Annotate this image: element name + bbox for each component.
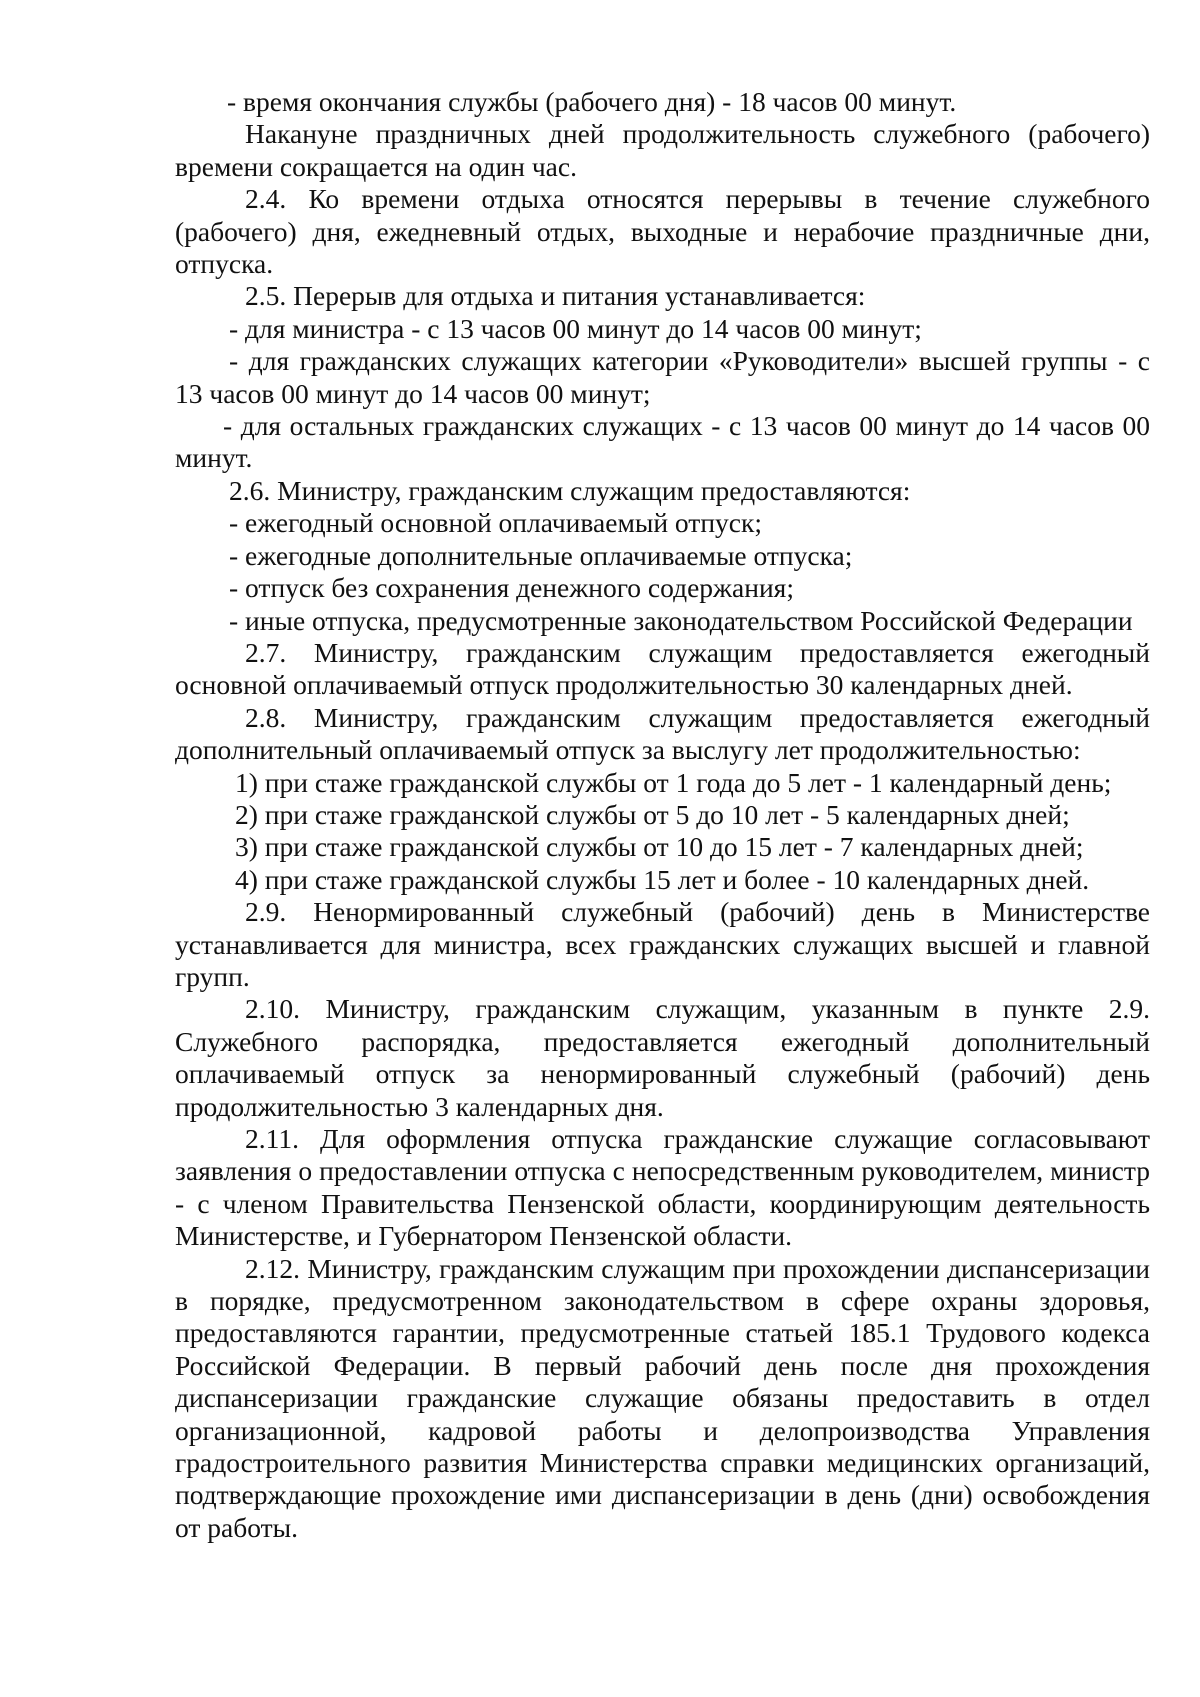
list-item-additional-leave: - ежегодные дополнительные оплачиваемые отпуска; — [229, 539, 853, 571]
list-item-other-leave: - иные отпуска, предусмотренные законодательством Российской Федерации — [229, 604, 1133, 636]
list-item-minister-break: - для министра - с 13 часов 00 минут до 14 часов 00 минут; — [229, 312, 922, 344]
paragraph-2-11: 2.11. Для оформления отпуска гражданские служащие согласовывают заявления о предоставлении отпуска с непосредственным руководителем, министр - с членом Правительства Пензенской области, координирующим деятельность Министерстве, и Губернатором Пензенской области. — [175, 1123, 1150, 1252]
list-item-basic-leave: - ежегодный основной оплачиваемый отпуск; — [229, 507, 762, 539]
document-page — [175, 86, 1150, 1544]
paragraph-2-6: 2.6. Министру, гражданским служащим предоставляются: — [229, 474, 911, 506]
paragraph-2-10: 2.10. Министру, гражданским служащим, указанным в пункте 2.9. Служебного распорядка, предоставляется ежегодный дополнительный оплачиваемый отпуск за ненормированный служебный (рабочий) день продолжительностью 3 календарных дня. — [175, 993, 1150, 1122]
list-item-seniority-2: 2) при стаже гражданской службы от 5 до 10 лет - 5 календарных дней; — [235, 798, 1070, 830]
list-item-seniority-4: 4) при стаже гражданской службы 15 лет и более - 10 календарных дней. — [235, 863, 1090, 895]
paragraph-2-9: 2.9. Ненормированный служебный (рабочий) день в Министерстве устанавливается для министра, всех гражданских служащих высшей и главной групп. — [175, 896, 1150, 992]
paragraph-2-5: 2.5. Перерыв для отдыха и питания устанавливается: — [245, 280, 866, 312]
paragraph-2-4: 2.4. Ко времени отдыха относятся перерывы в течение служебного (рабочего) дня, ежедневный отдых, выходные и нерабочие праздничные дни, отпуска. — [175, 183, 1150, 280]
list-item-unpaid-leave: - отпуск без сохранения денежного содержания; — [229, 572, 794, 604]
list-item-seniority-1: 1) при стаже гражданской службы от 1 года до 5 лет - 1 календарный день; — [235, 766, 1112, 798]
paragraph-holiday-eve: Накануне праздничных дней продолжительность служебного (рабочего) времени сокращается на один час. — [175, 118, 1150, 182]
list-item-managers-break: - для гражданских служащих категории «Руководители» высшей группы - с 13 часов 00 минут до 14 часов 00 минут; — [175, 345, 1150, 409]
list-item-others-break: - для остальных гражданских служащих - с 13 часов 00 минут до 14 часов 00 минут. — [175, 410, 1150, 474]
paragraph-2-7: 2.7. Министру, гражданским служащим предоставляется ежегодный основной оплачиваемый отпуск продолжительностью 30 календарных дней. — [175, 636, 1150, 701]
paragraph-work-end-time: - время окончания службы (рабочего дня) - 18 часов 00 минут. — [227, 86, 957, 117]
list-item-seniority-3: 3) при стаже гражданской службы от 10 до 15 лет - 7 календарных дней; — [235, 831, 1084, 863]
paragraph-2-8: 2.8. Министру, гражданским служащим предоставляется ежегодный дополнительный оплачиваемый отпуск за выслугу лет продолжительностью: — [175, 701, 1150, 766]
paragraph-2-12: 2.12. Министру, гражданским служащим при прохождении диспансеризации в порядке, предусмотренном законодательством в сфере охраны здоровья, предоставляются гарантии, предусмотренные статьей 185.1 Трудового кодекса Российской Федерации. В первый рабочий день после дня прохождения диспансеризации гражданские служащие обязаны предоставить в отдел организационной, кадровой работы и делопроизводства Управления градостроительного развития Министерства справки медицинских организаций, подтверждающие прохождение ими диспансеризации в день (дни) освобождения от работы. — [175, 1252, 1150, 1543]
